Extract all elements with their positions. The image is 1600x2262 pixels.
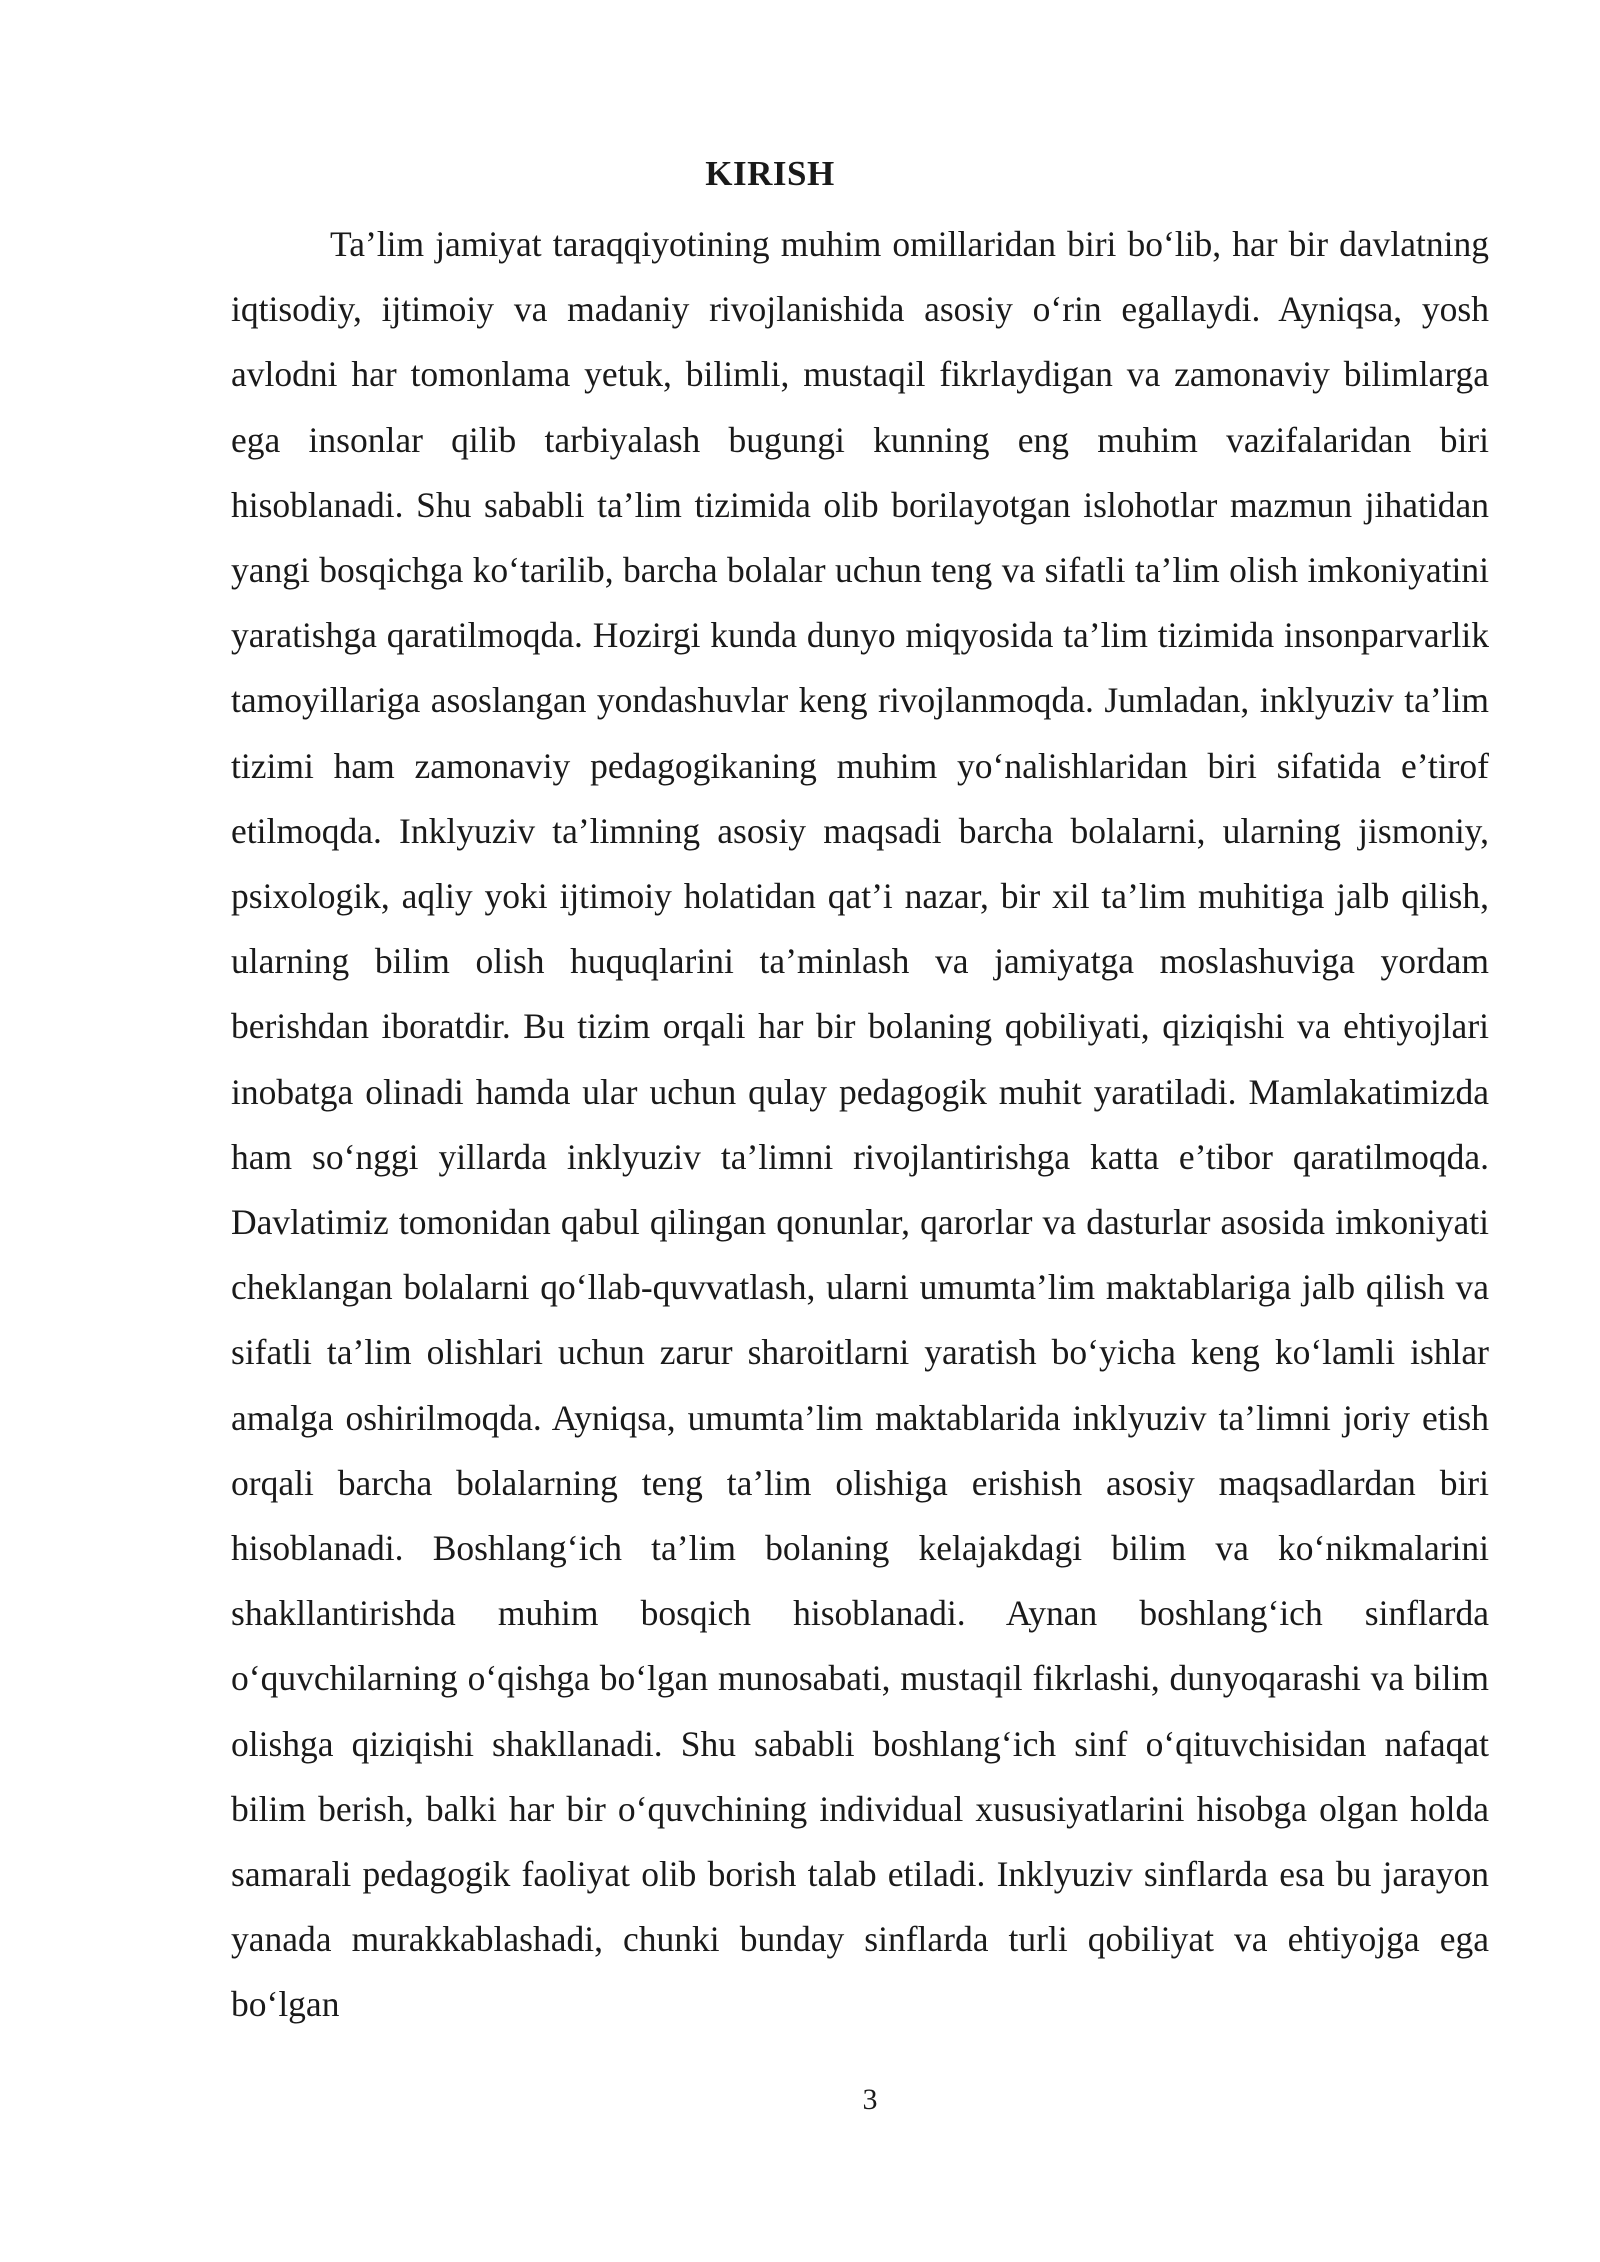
body-paragraph: Ta’lim jamiyat taraqqiyotining muhim omillaridan biri bo‘lib, har bir davlatning iqtisodiy, ijtimoiy va madaniy rivojlanishida asosiy o‘rin egallaydi. Ayniqsa, yosh avlodni har tomonlama yetuk, bilimli, mustaqil fikrlaydigan va zamonaviy bilimlarga ega insonlar qilib tarbiyalash bugungi kunning eng muhim vazifalaridan biri hisoblanadi. Shu sababli ta’lim tizimida olib borilayotgan islohotlar mazmun jihatidan yangi bosqichga ko‘tarilib, barcha bolalar uchun teng va sifatli ta’lim olish imkoniyatini yaratishga qaratilmoqda. Hozirgi kunda dunyo miqyosida ta’lim tizimida insonparvarlik tamoyillariga asoslangan yondashuvlar keng rivojlanmoqda. Jumladan, inklyuziv ta’lim tizimi ham zamonaviy pedagogikaning muhim yo‘nalishlaridan biri sifatida e’tirof etilmoqda. Inklyuziv ta’limning asosiy maqsadi barcha bolalarni, ularning jismoniy, psixologik, aqliy yoki ijtimoiy holatidan qat’i nazar, bir xil ta’lim muhitiga jalb qilish, ularning bilim olish huquqlarini ta’minlash va jamiyatga moslashuviga yordam berishdan iboratdir. Bu tizim orqali har bir bolaning qobiliyati, qiziqishi va ehtiyojlari inobatga olinadi hamda ular uchun qulay pedagogik muhit yaratiladi. Mamlakatimizda ham so‘nggi yillarda inklyuziv ta’limni rivojlantirishga katta e’tibor qaratilmoqda. Davlatimiz tomonidan qabul qilingan qonunlar, qarorlar va dasturlar asosida imkoniyati cheklangan bolalarni qo‘llab-quvvatlash, ularni umumta’lim maktablariga jalb qilish va sifatli ta’lim olishlari uchun zarur sharoitlarni yaratish bo‘yicha keng ko‘lamli ishlar amalga oshirilmoqda. Ayniqsa, umumta’lim maktablarida inklyuziv ta’limni joriy etish orqali barcha bolalarning teng ta’lim olishiga erishish asosiy maqsadlardan biri hisoblanadi. Boshlang‘ich ta’lim bolaning kelajakdagi bilim va ko‘nikmalarini shakllantirishda muhim bosqich hisoblanadi. Aynan boshlang‘ich sinflarda o‘quvchilarning o‘qishga bo‘lgan munosabati, mustaqil fikrlashi, dunyoqarashi va bilim olishga qiziqishi shakllanadi. Shu sababli boshlang‘ich sinf o‘qituvchisidan nafaqat bilim berish, balki har bir o‘quvchining individual xususiyatlarini hisobga olgan holda samarali pedagogik faoliyat olib borish talab etiladi. Inklyuziv sinflarda esa bu jarayon yanada murakkablashadi, chunki bunday sinflarda turli qobiliyat va ehtiyojga ega bo‘lgan [231, 224, 1489, 2025]
section-heading: KIRISH [705, 154, 835, 193]
page-number: 3 [862, 2083, 878, 2116]
